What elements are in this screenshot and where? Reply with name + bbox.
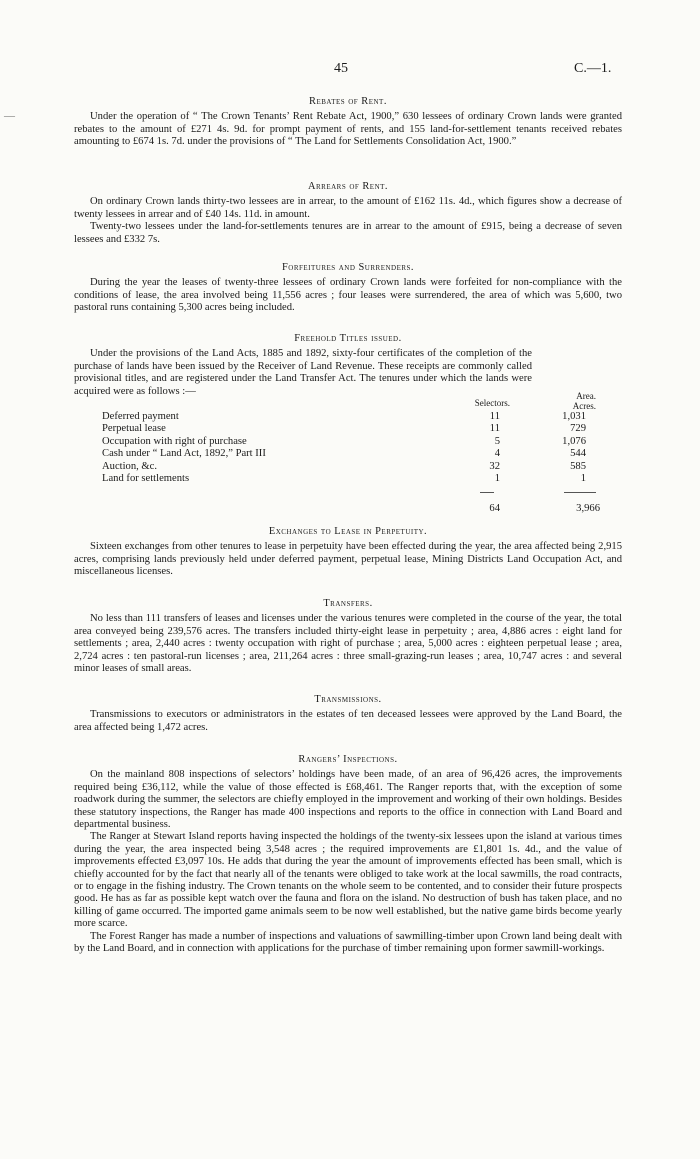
selectors-value: 32 <box>489 460 500 472</box>
table-row <box>102 461 586 473</box>
paragraph: Transmissions to executors or administrators in the estates of ten deceased lessees were approved by the Land Board, the area affected being 1,472 acres. <box>74 709 622 733</box>
section-rangers <box>74 754 622 956</box>
paragraph: The Forest Ranger has made a number of inspections and valuations of sawmilling-timber upon Crown land being dealt with by the Land Board, and in connection with applications for the purchase of timber remaining upon former sawmill-workings. <box>74 930 622 955</box>
area-label: Area. <box>576 391 596 401</box>
area-value: 1 <box>580 473 586 485</box>
table-row <box>102 436 586 448</box>
tenure-label: Perpetual lease <box>102 423 166 435</box>
total-rule-area <box>564 492 596 493</box>
section-transmissions <box>74 694 622 734</box>
section-heading: Exchanges to Lease in Perpetuity. <box>268 526 428 537</box>
margin-mark: — <box>4 110 15 122</box>
total-area: 3,966 <box>576 503 600 514</box>
tenure-label: Land for settlements <box>102 473 190 485</box>
paragraph: Sixteen exchanges from other tenures to lease in perpetuity have been effected during the year, the area affected being 2,915 acres, comprising lands previously held under deferred payment, perpetual lease, Mining Districts Land Occupation Act, and miscellaneous licenses. <box>74 541 622 578</box>
section-heading: Forfeitures and Surrenders. <box>281 262 415 273</box>
paragraph: No less than 111 transfers of leases and licenses under the various tenures were completed in the course of the year, the total area conveyed being 239,576 acres. The transfers included thirty-eight lease in perpetuity ; area, 4,886 acres : eight land for settlements ; area, 2,440 acres : twenty occupation with right of purchase ; area, 5,000 acres : eighteen perpetual lease ; area, 2,724 acres : ten pastoral-run licenses ; area, 211,264 acres : three small-grazing-run leases ; area, 10,747 acres : and several minor leases of small areas. <box>74 613 622 675</box>
section-heading: Freehold Titles issued. <box>294 333 402 344</box>
section-arrears <box>74 181 622 246</box>
paragraph: During the year the leases of twenty-three lessees of ordinary Crown lands were forfeited for non-compliance with the conditions of lease, the area involved being 11,556 acres ; four leases were surrendered, the area of which was 5,600, two pastoral runs containing 5,300 acres being included. <box>74 277 622 314</box>
tenures-table <box>102 411 586 485</box>
tenure-label: Deferred payment <box>102 411 179 422</box>
page-number: 45 <box>334 61 348 76</box>
column-header-selectors: Selectors. <box>474 398 510 408</box>
area-value: 1,076 <box>562 435 586 447</box>
tenure-label: Occupation with right of purchase <box>102 435 247 447</box>
selectors-value: 11 <box>489 411 500 422</box>
table-row <box>102 473 586 485</box>
section-heading: Transfers. <box>323 598 373 609</box>
area-value: 1,031 <box>562 411 586 422</box>
section-exchanges <box>74 526 622 579</box>
paragraph: Twenty-two lessees under the land-for-settlements tenures are in arrear to the amount of £915, being a decrease of seven lessees and £332 7s. <box>74 221 622 245</box>
tenure-label: Auction, &c. <box>102 460 158 472</box>
selectors-value: 1 <box>494 473 500 485</box>
table-row <box>102 411 586 423</box>
paragraph: Under the operation of “ The Crown Tenants’ Rent Rebate Act, 1900,” 630 lessees of ordinary Crown lands were granted rebates to the amount of £271 4s. 9d. for prompt payment of rents, and 155 land-for-settlement tenants received rebates amounting to £674 1s. 7d. under the provisions of “ The Land for Settlements Consolidation Act, 1900.” <box>74 111 622 148</box>
table-row <box>102 423 586 435</box>
section-heading: Arrears of Rent. <box>307 181 388 192</box>
section-heading: Rebates of Rent. <box>309 96 387 107</box>
section-heading: Rangers’ Inspections. <box>298 754 398 765</box>
selectors-value: 11 <box>489 423 500 435</box>
total-rule-selectors <box>480 492 494 493</box>
paragraph: The Ranger at Stewart Island reports having inspected the holdings of the twenty-six lessees upon the island at various times during the year, the area inspected being 3,548 acres ; the required improvements are £1,801 1s. 4d., and the value of improvements effected £3,097 10s. He adds that during the year the amount of improvements effected has been small, which is chiefly accounted for by the fact that nearly all of the tenants were obliged to take work at the local sawmills, the road contracts, or to engage in the fishing industry. The Crown tenants on the whole seem to be contented, and to consider their future prospects good. He has as far as possible kept watch over the fauna and flora on the island. No destruction of bush has taken place, and no killing of game occurred. The imported game animals seem to be now well established, but the native game birds become yearly more scarce. <box>74 831 622 930</box>
area-value: 729 <box>570 423 586 435</box>
paragraph: Under the provisions of the Land Acts, 1885 and 1892, sixty-four certificates of the completion of the purchase of lands have been issued by the Receiver of Land Revenue. These receipts are commonly called provisional titles, and are registered under the Land Transfer Act. The tenures under which the lands were acquired were as follows :— <box>74 348 532 397</box>
section-forfeitures <box>74 262 622 315</box>
section-rebates <box>74 96 622 149</box>
table-row <box>102 448 586 460</box>
area-value: 585 <box>570 460 586 472</box>
area-value: 544 <box>570 448 586 460</box>
selectors-value: 5 <box>494 435 500 447</box>
tenure-label: Cash under “ Land Act, 1892,” Part III <box>102 448 266 460</box>
document-reference: C.—1. <box>574 61 612 76</box>
section-freehold <box>74 333 622 398</box>
paragraph: On ordinary Crown lands thirty-two lessees are in arrear, to the amount of £162 11s. 4d., which figures show a decrease of twenty lessees in arrear and of £40 14s. 11d. in amount. <box>74 196 622 220</box>
selectors-value: 4 <box>494 448 500 460</box>
area-unit: Acres. <box>572 401 596 411</box>
section-transfers <box>74 598 622 675</box>
total-selectors: 64 <box>489 503 500 514</box>
section-heading: Transmissions. <box>314 694 382 705</box>
column-header-area <box>544 391 596 411</box>
paragraph: On the mainland 808 inspections of selectors’ holdings have been made, of an area of 96,426 acres, the improvements required being £36,112, while the value of those effected is £68,461. The Ranger reports that, with the exception of some roadwork during the summer, the selectors are chiefly employed in the improvement and working of their own holdings. Besides these statutory inspections, the Ranger has made 400 inspections and reports to the office in connection with Land Board and departmental business. <box>74 769 622 831</box>
